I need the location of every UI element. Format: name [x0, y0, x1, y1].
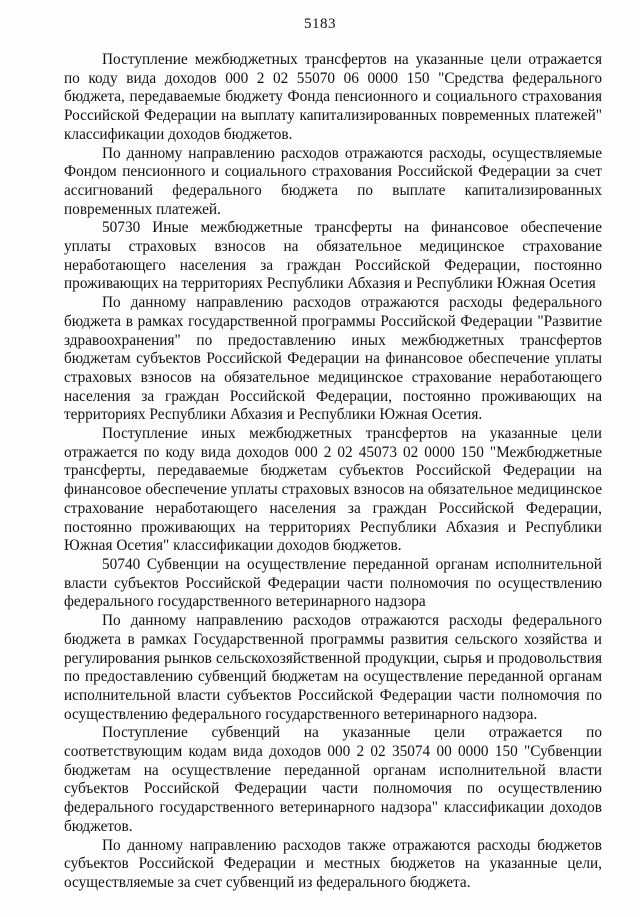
paragraph-capitalized-payments-expenses: По данному направлению расходов отражаются расходы, осуществляемые Фондом пенсионного и социального страхования Российской Федерации за счет ассигнований федерального бюджета по выплате капитализированных повременных платежей.: [64, 144, 602, 218]
paragraph-transfers-income-code: Поступление межбюджетных трансфертов на указанные цели отражается по коду вида доходов 000 2 02 55070 06 0000 150 "Средства федерального бюджета, передаваемые бюджету Фонда пенсионного и социального страхования Российской Федерации на выплату капитализированных повременных платежей" классификации доходов бюджетов.: [64, 51, 602, 143]
paragraph-50740-expenses: По данному направлению расходов отражаются расходы федерального бюджета в рамках Государственной программы развития сельского хозяйства и регулирования рынков сельскохозяйственной продукции, сырья и продовольствия по предоставлению субвенций бюджетам на осуществление переданной органам исполнительной власти субъектов Российской Федерации части полномочия по осуществлению федерального государственного ветеринарного надзора.: [64, 612, 602, 723]
paragraph-50730-heading: 50730 Иные межбюджетные трансферты на финансовое обеспечение уплаты страховых взносов на обязательное медицинское страхование неработающего населения за граждан Российской Федерации, постоянно проживающих на территориях Республики Абхазия и Республики Южная Осетия: [64, 219, 602, 293]
paragraph-regional-local-expenses: По данному направлению расходов также отражаются расходы бюджетов субъектов Российской Федерации и местных бюджетов на указанные цели, осуществляемые за счет субвенций из федерального бюджета.: [64, 836, 602, 891]
paragraph-50730-income-code: Поступление иных межбюджетных трансфертов на указанные цели отражается по коду вида доходов 000 2 02 45073 02 0000 150 "Межбюджетные трансферты, передаваемые бюджетам субъектов Российской Федерации на финансовое обеспечение уплаты страховых взносов на обязательное медицинское страхование неработающего населения за граждан Российской Федерации, постоянно проживающих на территориях Республики Абхазия и Республики Южная Осетия" классификации доходов бюджетов.: [64, 425, 602, 555]
paragraph-50740-heading: 50740 Субвенции на осуществление переданной органам исполнительной власти субъектов Российской Федерации части полномочия по осуществлению федерального государственного ветеринарного надзора: [64, 555, 602, 611]
page-number: 5183: [304, 16, 336, 32]
paragraph-50730-expenses: По данному направлению расходов отражаются расходы федерального бюджета в рамках государственной программы Российской Федерации "Развитие здравоохранения" по предоставлению иных межбюджетных трансфертов бюджетам субъектов Российской Федерации на финансовое обеспечение уплаты страховых взносов на обязательное медицинское страхование неработающего населения за граждан Российской Федерации, постоянно проживающих на территориях Республики Абхазия и Республики Южная Осетия.: [64, 294, 602, 424]
document-body: [64, 51, 602, 893]
paragraph-50740-income-code: Поступление субвенций на указанные цели отражается по соответствующим кодам вида доходов 000 2 02 35074 00 0000 150 "Субвенции бюджетам на осуществление переданной органам исполнительной власти субъектов Российской Федерации части полномочия по осуществлению федерального государственного ветеринарного надзора" классификации доходов бюджетов.: [64, 724, 602, 835]
